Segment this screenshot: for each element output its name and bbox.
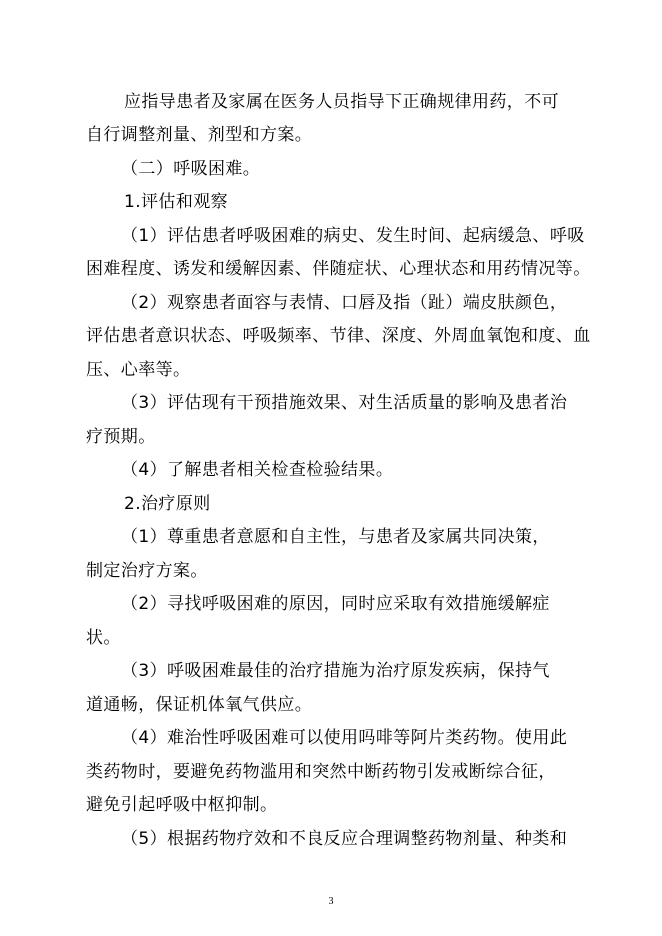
body-paragraph-line: （3）评估现有干预措施效果、对生活质量的影响及患者治 xyxy=(121,393,568,413)
subsection-heading: 1.评估和观察 xyxy=(124,192,229,212)
section-heading: （二）呼吸困难。 xyxy=(121,159,261,179)
body-paragraph-line: 应指导患者及家属在医务人员指导下正确规律用药，不可 xyxy=(124,92,559,112)
body-paragraph-line: （2）寻找呼吸困难的原因，同时应采取有效措施缓解症 xyxy=(121,594,550,614)
body-paragraph-line: （4）难治性呼吸困难可以使用吗啡等阿片类药物。使用此 xyxy=(121,728,568,748)
subsection-heading: 2.治疗原则 xyxy=(124,494,211,514)
body-paragraph-line: 制定治疗方案。 xyxy=(86,561,208,581)
body-paragraph-line: （1）尊重患者意愿和自主性，与患者及家属共同决策， xyxy=(121,527,550,547)
body-paragraph-line: （1）评估患者呼吸困难的病史、发生时间、起病缓急、呼吸 xyxy=(121,226,585,246)
body-paragraph-line: 压、心率等。 xyxy=(86,360,191,380)
body-paragraph-line: 疗预期。 xyxy=(86,427,156,447)
body-paragraph-line: 避免引起呼吸中枢抑制。 xyxy=(86,795,278,815)
body-paragraph-line: 状。 xyxy=(86,628,121,648)
body-paragraph-line: 类药物时，要避免药物滥用和突然中断药物引发戒断综合征， xyxy=(86,762,556,782)
body-paragraph-line: 自行调整剂量、剂型和方案。 xyxy=(86,125,313,145)
body-paragraph-line: 道通畅，保证机体氧气供应。 xyxy=(86,695,313,715)
body-paragraph-line: （5）根据药物疗效和不良反应合理调整药物剂量、种类和 xyxy=(121,829,568,849)
page-number: 3 xyxy=(328,896,334,907)
body-paragraph-line: （3）呼吸困难最佳的治疗措施为治疗原发疾病，保持气 xyxy=(121,661,550,681)
body-paragraph-line: （2）观察患者面容与表情、口唇及指（趾）端皮肤颜色， xyxy=(121,293,568,313)
body-paragraph-line: 评估患者意识状态、呼吸频率、节律、深度、外周血氧饱和度、血 xyxy=(86,326,591,346)
body-paragraph-line: （4）了解患者相关检查检验结果。 xyxy=(121,460,394,480)
body-paragraph-line: 困难程度、诱发和缓解因素、伴随症状、心理状态和用药情况等。 xyxy=(86,259,591,279)
